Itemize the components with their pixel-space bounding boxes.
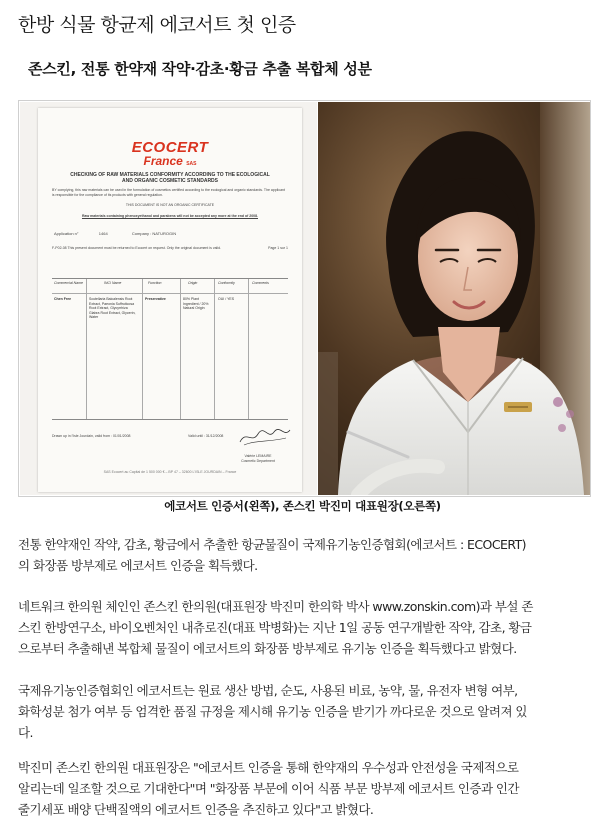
table-header-function: Function [148,281,162,285]
figure-caption: 에코서트 인증서(왼쪽), 존스킨 박진미 대표원장(오른쪽) [164,499,441,513]
certificate-parabens-note: Raw materials containing phenoxyethanol and parabens will not be accepted any more at the end of 2008. [81,214,258,218]
certificate-title-line2: AND ORGANIC COSMETIC STANDARDS [121,178,219,184]
certificate-application [54,232,288,237]
certificate-title [52,172,288,184]
table-cell-function: Preservative [145,297,166,301]
certificate-drawn-up: Drawn up in l'Isle Jourdain, valid from : 01/01/2008 [52,434,131,438]
table-header-comments: Comments [252,281,269,285]
certificate-validity-note: F-P02-08 This present document must be returned to Ecocert on request. Only the original document is valid. [52,246,221,250]
certificate-footer: SAS Ecocert au Capital de 1 500 000 € – BP 47 – 32600 L'ISLE JOURDAIN – France [103,470,237,474]
signatory-title: Cosmetic Department [241,458,275,463]
director-portrait-photo [318,102,590,495]
certificate-page: Page 1 sur 1 [268,246,288,250]
table-column-rule [180,279,181,419]
company-name: NATUROGIN [152,231,177,236]
application-label: Application n° [54,231,79,236]
portrait-illustration [318,102,590,495]
application-number: 1464 [98,231,108,236]
certificate-title-line1: CHECKING OF RAW MATERIALS CONFORMITY ACCORDING TO THE ECOLOGICAL [70,172,270,178]
table-column-rule [142,279,143,419]
certificate-valid-until: Valid until : 31/12/2008 [188,434,224,438]
table-header-inci-name: INCI Name [104,281,122,285]
table-header-rule [52,293,288,294]
table-cell-origin: 80% Plant Ingredient / 20% Natural Origin [183,297,209,310]
ecocert-logo-france [38,154,302,168]
ecocert-certificate-image [20,102,317,495]
table-column-rule [248,279,249,419]
logo-france-text: France [143,154,183,168]
signatory-name: Valérie LEMAIRE [244,454,272,458]
certificate-not-organic: THIS DOCUMENT IS NOT AN ORGANIC CERTIFICATE [125,203,215,207]
logo-sas-text: SAS [186,161,197,167]
table-cell-inci-name: Scutellaria Baicalensis Root Extract, Paeonia Suffruticosa Root Extract, Glycyrrhiza Glabra Root Extract, Glycerin, Water [89,297,136,319]
article-paragraph-2: 네트워크 한의원 체인인 존스킨 한의원(대표원장 박진미 한의학 박사 www.zonskin.com)과 부설 존 스킨 한방연구소, 바이오벤처인 내츄로진(대표 박병화)는 지난 1일 공동 연구개발한 작약, 감초, 황금 으로부터 추출해낸 복합체 물질이 에코서트의 화장품 방부제로 유기농 인증을 획득했다고 밝혔다. [18,599,533,656]
article-figure [18,100,591,497]
table-column-rule [214,279,215,419]
table-header-conformity: Conformity [218,281,235,285]
signature-image [236,426,292,448]
table-header-commercial-name: Commercial Name [54,281,83,285]
table-cell-conformity: OUI / YES [218,297,235,301]
table-header-origin: Origin [188,281,198,285]
certificate-signatory [228,454,288,463]
ecocert-logo: ECOCERT [131,139,209,156]
certificate-table [52,278,288,420]
article-paragraph-1: 전통 한약재인 작약, 감초, 황금에서 추출한 항균물질이 국제유기농인증협회(에코서트 : ECOCERT) 의 화장품 방부제로 에코서트 인증을 획득했다. [18,537,527,573]
company-label: Company : [131,231,152,236]
article-paragraph-3: 국제유기농인증협회인 에코서트는 원료 생산 방법, 순도, 사용된 비료, 농약, 물, 유전자 변형 여부, 화학성분 첨가 여부 등 엄격한 품질 규정을 제시해 유기농 인증을 받기가 까다로운 것으로 알려져 있 다. [18,683,527,740]
article-headline: 한방 식물 항균제 에코서트 첫 인증 [18,14,296,36]
article-subheadline: 존스킨, 전통 한약재 작약·감초·황금 추출 복합체 성분 [28,60,372,78]
certificate-intro: BY complying, this raw materials can be used in the formulation of cosmetics certified according to the ecological and organic standards. The applicant is responsible for the compliance of its products with general regulation. [52,188,285,197]
certificate-paper [38,108,302,492]
table-column-rule [86,279,87,419]
table-cell-commercial-name: Chen Free [54,297,72,301]
article-paragraph-4: 박진미 존스킨 한의원 대표원장은 "에코서트 인증을 통해 한약재의 우수성과 안전성을 국제적으로 알리는데 일조할 것으로 기대한다"며 "화장품 부문에 이어 식품 부문 방부제 에코서트 인증과 인간 줄기세포 배양 단백질액의 에코서트 인증을 추진하고 있다"고 밝혔다. [18,760,519,817]
